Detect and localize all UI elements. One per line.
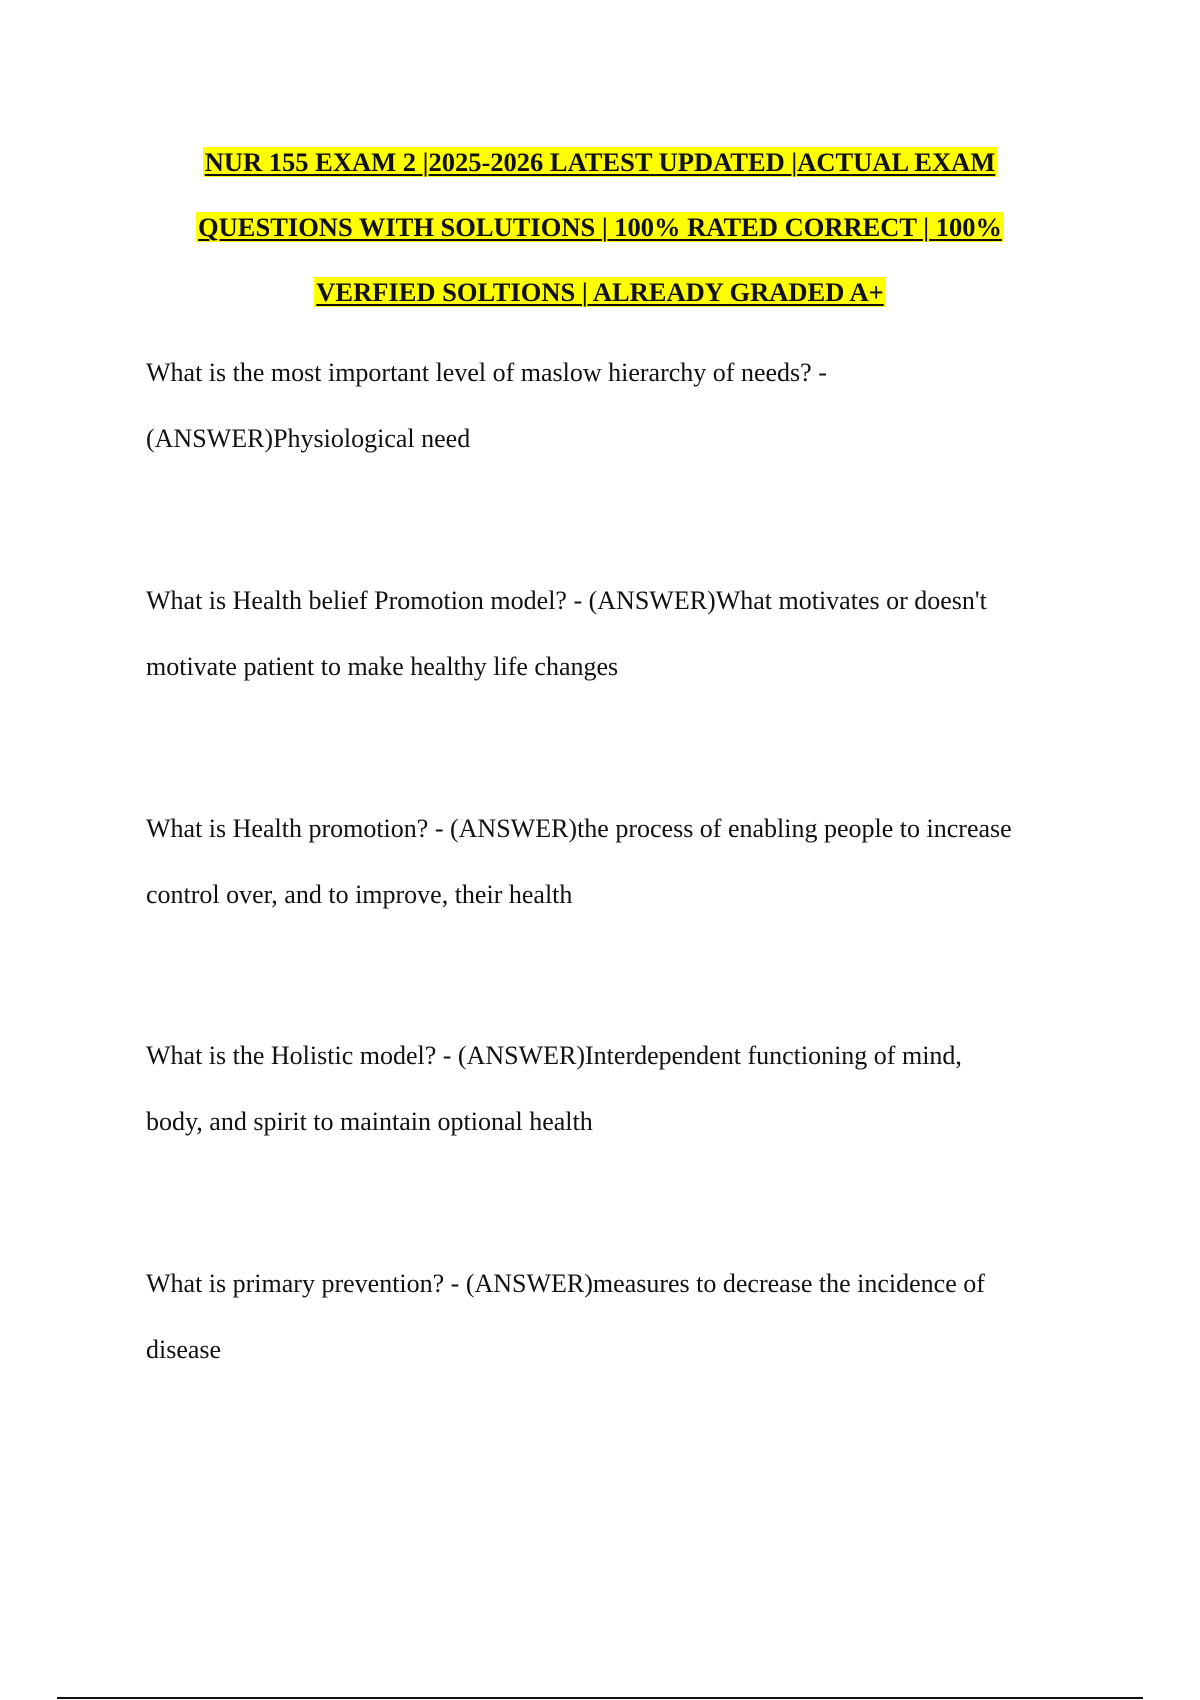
qa-entry-health-promotion: What is Health promotion? - (ANSWER)the process of enabling people to increase control over, and to improve, their health bbox=[146, 814, 1012, 909]
document-title bbox=[0, 140, 1200, 335]
title-line-2 bbox=[0, 205, 1200, 270]
qa-entry-primary-prevention: What is primary prevention? - (ANSWER)measures to decrease the incidence of disease bbox=[146, 1269, 985, 1364]
footer-divider bbox=[57, 1697, 1143, 1699]
qa-entry-maslow: What is the most important level of maslow hierarchy of needs? - (ANSWER)Physiological need bbox=[146, 358, 827, 453]
title-line-2-text: QUESTIONS WITH SOLUTIONS | 100% RATED CORRECT | 100% bbox=[198, 212, 1002, 242]
title-line-1 bbox=[0, 140, 1200, 205]
title-line-3 bbox=[0, 270, 1200, 335]
title-line-3-text: VERFIED SOLTIONS | ALREADY GRADED A+ bbox=[316, 277, 884, 307]
qa-entry-health-belief-model: What is Health belief Promotion model? - (ANSWER)What motivates or doesn't motivate patient to make healthy life changes bbox=[146, 586, 987, 681]
title-line-1-text: NUR 155 EXAM 2 |2025-2026 LATEST UPDATED |ACTUAL EXAM bbox=[204, 147, 996, 177]
qa-entry-holistic-model: What is the Holistic model? - (ANSWER)Interdependent functioning of mind, body, and spirit to maintain optional health bbox=[146, 1041, 962, 1136]
